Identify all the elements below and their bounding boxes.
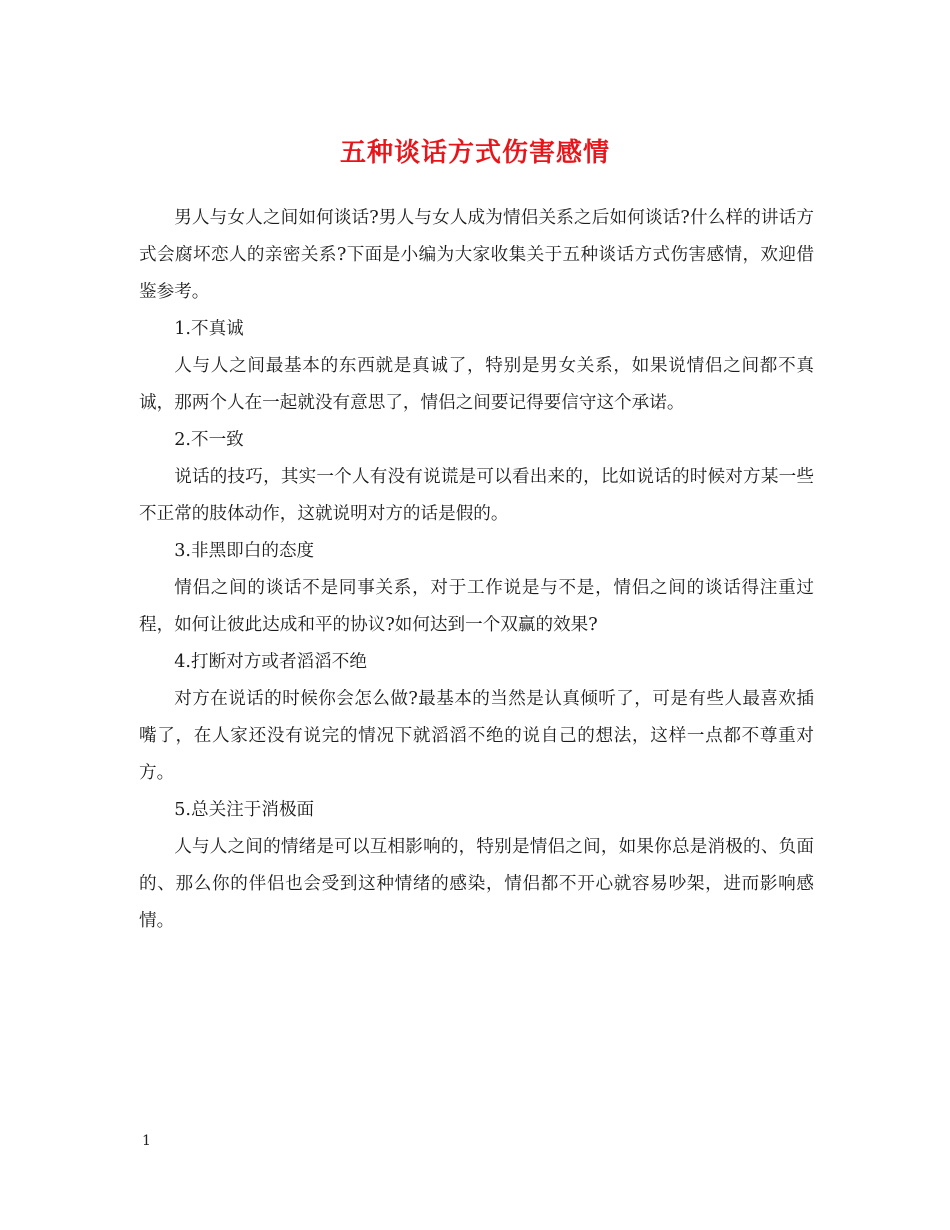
intro-paragraph: 男人与女人之间如何谈话?男人与女人成为情侣关系之后如何谈话?什么样的讲话方式会腐坏恋人的亲密关系?下面是小编为大家收集关于五种谈话方式伤害感情，欢迎借鉴参考。: [139, 208, 814, 302]
section-heading-5: 5.总关注于消极面: [174, 800, 315, 820]
section-text-3: 情侣之间的谈话不是同事关系，对于工作说是与不是，情侣之间的谈话得注重过程，如何让彼此达成和平的协议?如何达到一个双赢的效果?: [139, 578, 814, 635]
document-body: [139, 200, 814, 940]
page-number: 1: [142, 1133, 151, 1149]
section-heading-3: 3.非黑即白的态度: [174, 541, 315, 561]
section-text-2: 说话的技巧，其实一个人有没有说谎是可以看出来的，比如说话的时候对方某一些不正常的肢体动作，这就说明对方的话是假的。: [139, 467, 814, 524]
section-text-4: 对方在说话的时候你会怎么做?最基本的当然是认真倾听了，可是有些人最喜欢插嘴了，在人家还没有说完的情况下就滔滔不绝的说自己的想法，这样一点都不尊重对方。: [139, 689, 814, 783]
section-heading-4: 4.打断对方或者滔滔不绝: [174, 652, 367, 672]
section-heading-2: 2.不一致: [174, 430, 244, 450]
section-text-5: 人与人之间的情绪是可以互相影响的，特别是情侣之间，如果你总是消极的、负面的、那么你的伴侣也会受到这种情绪的感染，情侣都不开心就容易吵架，进而影响感情。: [139, 837, 814, 931]
section-text-1: 人与人之间最基本的东西就是真诚了，特别是男女关系，如果说情侣之间都不真诚，那两个人在一起就没有意思了，情侣之间要记得要信守这个承诺。: [139, 356, 814, 413]
document-title: 五种谈话方式伤害感情: [339, 138, 610, 168]
section-heading-1: 1.不真诚: [174, 319, 244, 339]
